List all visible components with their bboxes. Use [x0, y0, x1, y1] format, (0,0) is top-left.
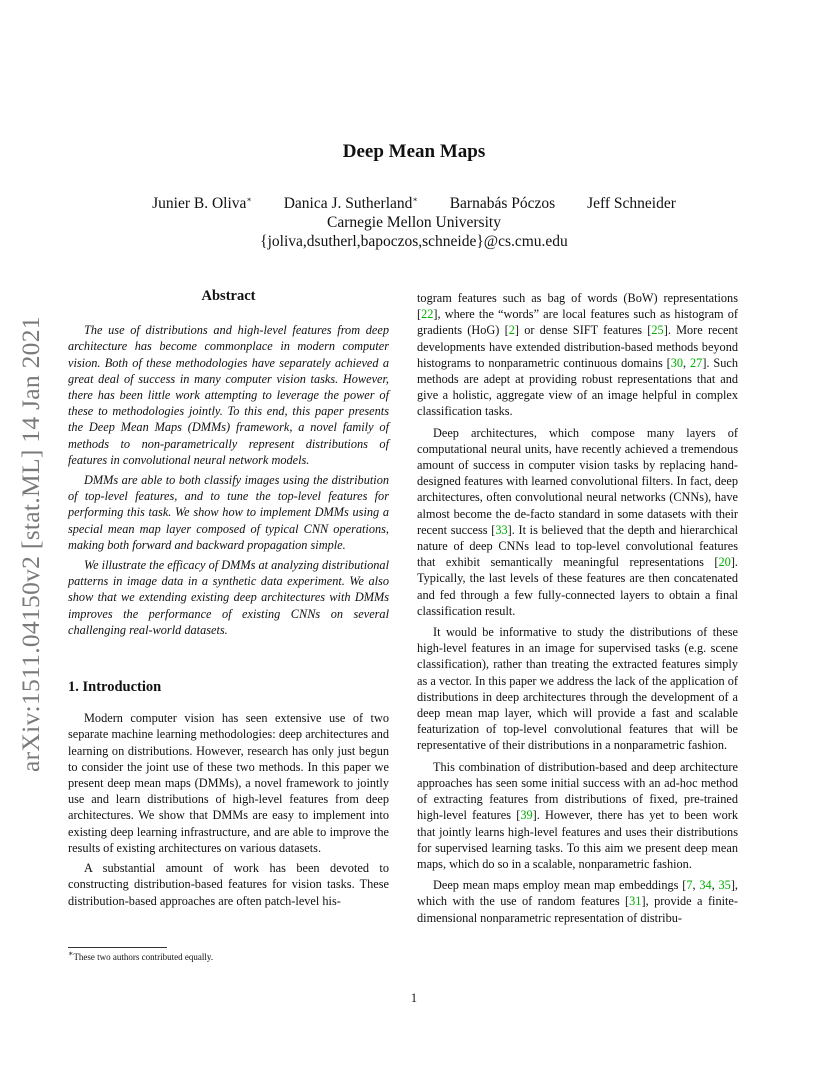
author — [587, 195, 676, 212]
footnote-marker: ∗ — [246, 194, 252, 204]
footnote — [68, 949, 214, 962]
right-column — [417, 290, 738, 926]
citation-link[interactable]: 30 — [670, 355, 684, 370]
affiliation: Carnegie Mellon University — [327, 214, 501, 231]
citation-link[interactable]: 7 — [686, 878, 693, 893]
body-paragraph: Modern computer vision has seen extensive use of two separate machine learning methodologies: deep architectures and learning on distributions. However, research has only just begun to consider the joint use of these two methods. In this paper we present deep mean maps (DMMs), a novel framework to jointly use and learn distributions of high-level features from deep architectures. We show that DMMs are easy to implement into existing deep learning infrastructure, and are able to improve the results of existing architectures on various datasets. — [68, 711, 389, 855]
author — [152, 195, 252, 212]
citation-link[interactable]: 25 — [651, 323, 664, 338]
body-paragraph: A substantial amount of work has been devoted to constructing distribution-based features for vision tasks. These distribution-based approaches are often patch-level his- — [68, 861, 389, 908]
abstract-paragraph: DMMs are able to both classify images using the distribution of top-level features, and to tune the top-level features for performing this task. We show how to implement DMMs using a special mean map layer composed of typical CNN operations, making both forward and backward propagation simple. — [68, 473, 389, 552]
author-name: Jeff Schneider — [587, 195, 676, 212]
abstract-paragraph: We illustrate the efficacy of DMMs at analyzing distributional patterns in image data in a synthetic data experiment. We also show that we extending existing deep architectures with DMMs improves the performance of existing CNNs on several challenging real-world datasets. — [68, 558, 389, 637]
author-list — [0, 195, 828, 213]
body-paragraph: togram features such as bag of words (BoW) representations [22], where the “words” are local features such as histogram of gradients (HoG) [2] or dense SIFT features [25]. More recent developments have extended distribution-based methods beyond histograms to nonparametric continuous domains [30, 27]. Such methods are adept at providing robust representations that and give a holistic, aggregate view of an image helpful in complex classification tasks. — [417, 291, 738, 419]
abstract-paragraph: The use of distributions and high-level features from deep architecture has become commonplace in modern computer vision. Both of these methodologies have separately achieved a great deal of success in many computer vision tasks. However, there has been little work attempting to leverage the power of these to methodologies jointly. To this end, this paper presents the Deep Mean Maps (DMMs) framework, a novel family of methods to non-parametrically represent distributions of features in convolutional neural network models. — [68, 323, 389, 467]
citation-link[interactable]: 22 — [421, 307, 434, 322]
author — [450, 195, 555, 212]
citation-link[interactable]: 31 — [629, 894, 642, 909]
author-name: Barnabás Póczos — [449, 195, 556, 212]
citation-link[interactable]: 27 — [690, 355, 703, 370]
footnote-marker: ∗ — [68, 949, 74, 958]
footnote-text: These two authors contributed equally. — [73, 952, 214, 962]
citation-link[interactable]: 2 — [508, 323, 515, 338]
footnote-marker: ∗ — [412, 194, 418, 204]
body-paragraph: Deep architectures, which compose many layers of computational neural units, have recently achieved a tremendous amount of success in computer vision tasks by replacing hand-designed features with learned convolutional filters. In fact, deep architectures, often convolutional neural networks (CNNs), have almost become the de-facto standard in some datasets with their recent success [33]. It is believed that the depth and hierarchical nature of deep CNNs lead to top-level convolutional features that exhibit semantically meaningful representations [20]. Typically, the last levels of these features are then concatenated and fed through a few fully-connected layers to obtain a final classification result. — [417, 425, 738, 618]
author-emails: {joliva,dsutherl,bapoczos,schneide}@cs.cmu.edu — [260, 233, 568, 250]
left-column — [68, 288, 389, 909]
introduction — [68, 710, 389, 908]
citation-link[interactable]: 39 — [520, 808, 533, 823]
paper-title: Deep Mean Maps — [342, 141, 486, 162]
section-heading-introduction: 1. Introduction — [68, 679, 162, 696]
footnote-rule — [68, 947, 167, 948]
body-paragraph: Deep mean maps employ mean map embeddings [7, 34, 35], which with the use of random features [31], provide a finite-dimensional nonparametric representation of distribu- — [417, 878, 738, 925]
abstract — [68, 322, 389, 638]
citation-link[interactable]: 33 — [495, 522, 508, 537]
author-name: Danica J. Sutherland — [283, 195, 413, 212]
author — [284, 195, 418, 212]
body-paragraph: This combination of distribution-based and deep architecture approaches has seen some initial success with an ad-hoc method of extracting features from distributions of fixed, pre-trained high-level features [39]. However, there has yet to been work that jointly learns high-level features and uses their distributions for supervised learning tasks. To this aim we present deep mean maps, which do so in a scalable, nonparametric fashion. — [417, 759, 738, 871]
author-name: Junier B. Oliva — [152, 195, 247, 212]
abstract-heading: Abstract — [201, 288, 256, 304]
citation-link[interactable]: 34 — [699, 878, 712, 893]
body-paragraph: It would be informative to study the distributions of these high-level features in an image for supervised tasks (e.g. scene classification), rather than treating the extracted features simply as a vector. In this paper we address the lack of the application of distributions in deep architectures through the development of a deep mean map layer, which will provide a fast and scalable featurization of top-level convolutional features that will be representative of their distributions in a nonparametric fashion. — [417, 625, 738, 753]
citation-link[interactable]: 20 — [718, 555, 731, 570]
arxiv-stamp-text: arXiv:1511.04150v2 [stat.ML] 14 Jan 2021 — [16, 316, 45, 772]
page-number: 1 — [410, 991, 418, 1005]
citation-link[interactable]: 35 — [718, 878, 731, 893]
